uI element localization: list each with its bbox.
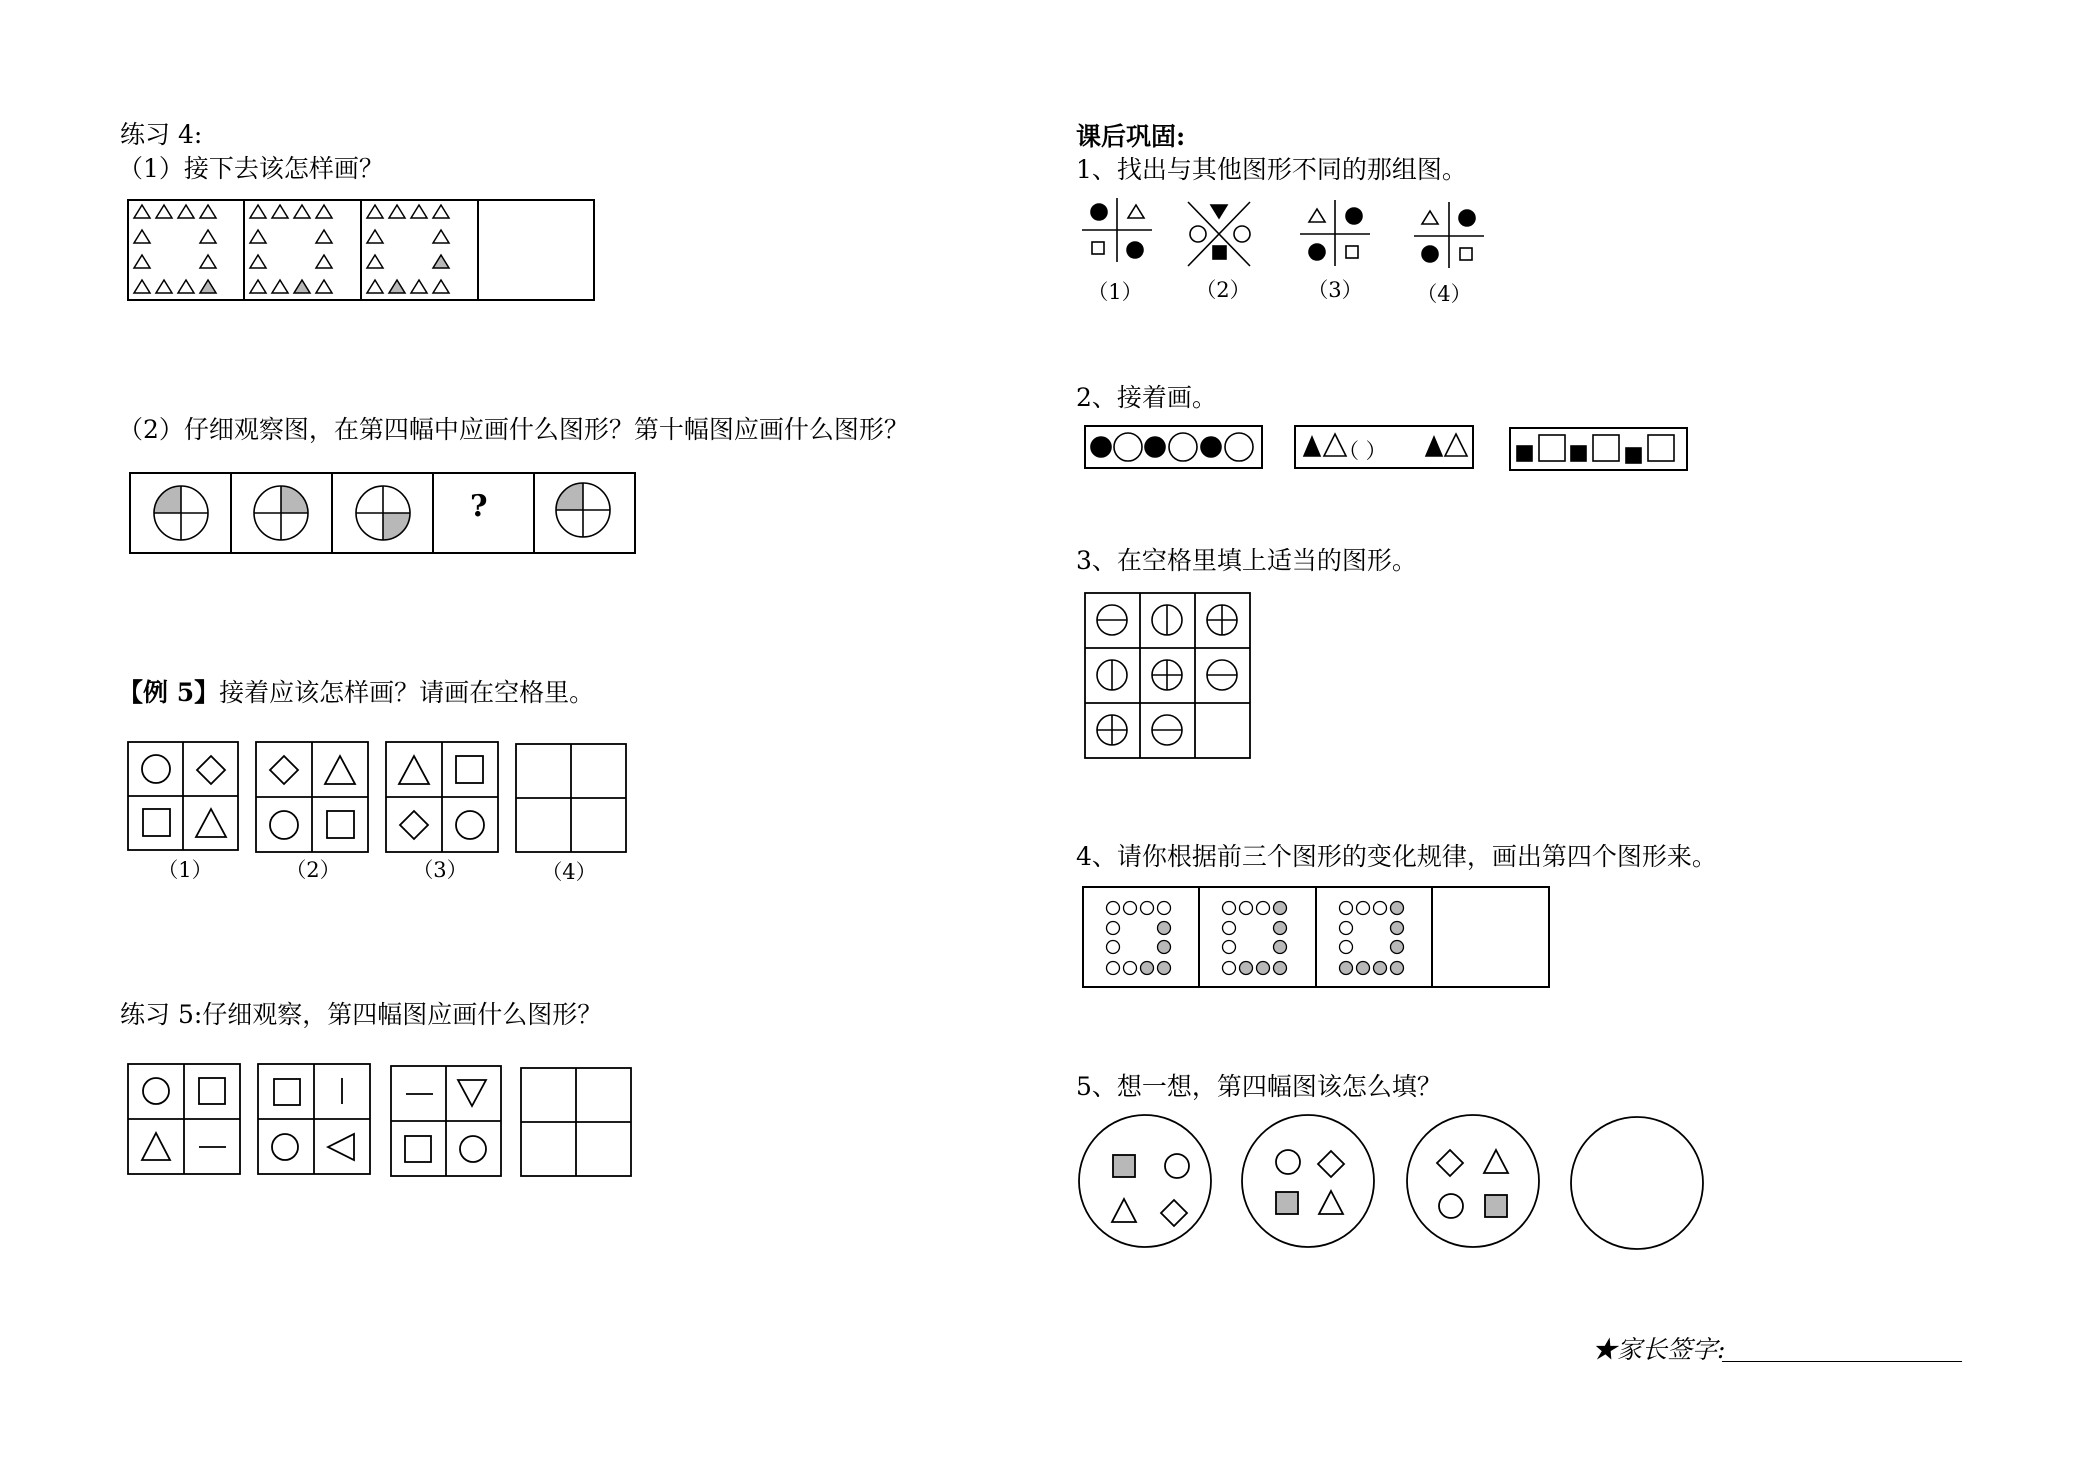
- triangle-mark: [200, 230, 216, 243]
- small-circle-mark: [1340, 962, 1353, 975]
- homework-title: 课后巩固:: [1076, 122, 1186, 151]
- small-circle-mark: [1274, 902, 1287, 915]
- triangle-mark: [134, 280, 150, 293]
- triangle-mark: [250, 230, 266, 243]
- triangle-mark: [200, 255, 216, 268]
- q2-blank-paren: （ ）: [1338, 439, 1387, 463]
- parent-signature-label: ★家长签字:: [1592, 1335, 1726, 1364]
- exercise-4-question-1: （1）接下去该怎样画？: [118, 154, 384, 183]
- star-icon: ★: [1592, 1335, 1618, 1364]
- example-5-label-1: （1）: [157, 858, 213, 882]
- small-circle-mark: [1223, 902, 1236, 915]
- small-circle-mark: [1124, 962, 1137, 975]
- q1-cross-figures: [1082, 198, 1484, 268]
- triangle-mark: [367, 205, 383, 218]
- small-circle-mark: [1257, 902, 1270, 915]
- question-1-text: 1、找出与其他图形不同的那组图。: [1076, 155, 1467, 184]
- triangle-mark: [134, 230, 150, 243]
- question-5-text: 5、想一想，第四幅图该怎么填？: [1076, 1072, 1442, 1101]
- small-circle-mark: [1340, 941, 1353, 954]
- exercise-4-question-2: （2）仔细观察图，在第四幅中应画什么图形？第十幅图应画什么图形？: [118, 415, 909, 444]
- question-2-text: 2、接着画。: [1076, 383, 1217, 412]
- small-circle-mark: [1223, 941, 1236, 954]
- small-circle-mark: [1391, 962, 1404, 975]
- small-circle-mark: [1107, 902, 1120, 915]
- small-circle-mark: [1240, 902, 1253, 915]
- small-circle-mark: [1107, 941, 1120, 954]
- triangle-mark: [200, 280, 216, 293]
- triangle-mark: [178, 280, 194, 293]
- triangle-mark: [411, 205, 427, 218]
- small-circle-mark: [1340, 922, 1353, 935]
- triangle-mark: [250, 280, 266, 293]
- example-5-text: 接着应该怎样画？请画在空格里。: [219, 678, 595, 707]
- small-circle-mark: [1141, 962, 1154, 975]
- small-circle-mark: [1107, 922, 1120, 935]
- triangle-mark: [367, 280, 383, 293]
- triangle-mark: [134, 255, 150, 268]
- small-circle-mark: [1374, 902, 1387, 915]
- triangle-mark: [250, 205, 266, 218]
- small-circle-mark: [1374, 962, 1387, 975]
- question-4-text: 4、请你根据前三个图形的变化规律，画出第四个图形来。: [1076, 842, 1717, 871]
- triangle-mark: [156, 280, 172, 293]
- triangle-mark: [316, 230, 332, 243]
- triangle-mark: [250, 255, 266, 268]
- example-5-label: 例 5: [143, 678, 195, 707]
- small-circle-mark: [1391, 922, 1404, 935]
- triangle-mark: [433, 230, 449, 243]
- small-circle-mark: [1124, 902, 1137, 915]
- q5-plates: [1079, 1115, 1703, 1249]
- small-circle-mark: [1391, 941, 1404, 954]
- triangle-mark: [433, 280, 449, 293]
- small-circle-mark: [1223, 922, 1236, 935]
- small-circle-mark: [1257, 962, 1270, 975]
- example-5-label-2: （2）: [285, 858, 341, 882]
- small-circle-mark: [1274, 962, 1287, 975]
- small-circle-mark: [1274, 922, 1287, 935]
- q1-label-2: （2）: [1195, 278, 1251, 302]
- triangle-mark: [294, 205, 310, 218]
- triangle-mark: [200, 205, 216, 218]
- small-circle-mark: [1240, 962, 1253, 975]
- small-circle-mark: [1141, 902, 1154, 915]
- small-circle-mark: [1391, 902, 1404, 915]
- small-circle-mark: [1158, 902, 1171, 915]
- small-circle-mark: [1340, 902, 1353, 915]
- small-circle-mark: [1223, 962, 1236, 975]
- q2-sequences: [1085, 426, 1687, 470]
- question-mark: ?: [470, 489, 488, 524]
- triangle-mark: [367, 255, 383, 268]
- exercise-5-grids: [128, 1064, 631, 1176]
- small-circle-mark: [1357, 962, 1370, 975]
- triangle-mark: [389, 205, 405, 218]
- triangle-mark: [411, 280, 427, 293]
- triangle-mark: [134, 205, 150, 218]
- example-5-label-4: （4）: [541, 860, 597, 884]
- triangle-mark: [272, 205, 288, 218]
- small-circle-mark: [1158, 962, 1171, 975]
- exercise-4-title: 练习 4:: [120, 120, 203, 149]
- triangle-mark: [156, 205, 172, 218]
- small-circle-mark: [1274, 941, 1287, 954]
- triangle-mark: [294, 280, 310, 293]
- example-5-grids: [128, 742, 626, 852]
- small-circle-mark: [1107, 962, 1120, 975]
- q1-label-1: （1）: [1087, 280, 1143, 304]
- triangle-mark: [433, 205, 449, 218]
- small-circle-mark: [1357, 902, 1370, 915]
- exercise-5-title: 练习 5:仔细观察，第四幅图应画什么图形？: [120, 1000, 603, 1029]
- example-5-bracket-open: 【: [118, 678, 144, 707]
- triangle-mark: [433, 255, 449, 268]
- q4-circle-frames: [1083, 887, 1549, 987]
- triangle-mark: [316, 255, 332, 268]
- example-5-label-3: （3）: [412, 858, 468, 882]
- small-circle-mark: [1158, 941, 1171, 954]
- triangle-mark: [367, 230, 383, 243]
- q1-label-3: （3）: [1307, 278, 1363, 302]
- small-circle-mark: [1158, 922, 1171, 935]
- triangle-mark: [389, 280, 405, 293]
- q3-grid: [1085, 593, 1250, 758]
- triangle-mark: [178, 205, 194, 218]
- example-5-bracket-close: 】: [194, 678, 220, 707]
- ex4-circle-sequence: [130, 473, 635, 553]
- q1-label-4: （4）: [1416, 282, 1472, 306]
- question-3-text: 3、在空格里填上适当的图形。: [1076, 546, 1417, 575]
- triangle-mark: [316, 280, 332, 293]
- ex4-triangle-frames: [128, 200, 594, 300]
- triangle-mark: [316, 205, 332, 218]
- triangle-mark: [272, 280, 288, 293]
